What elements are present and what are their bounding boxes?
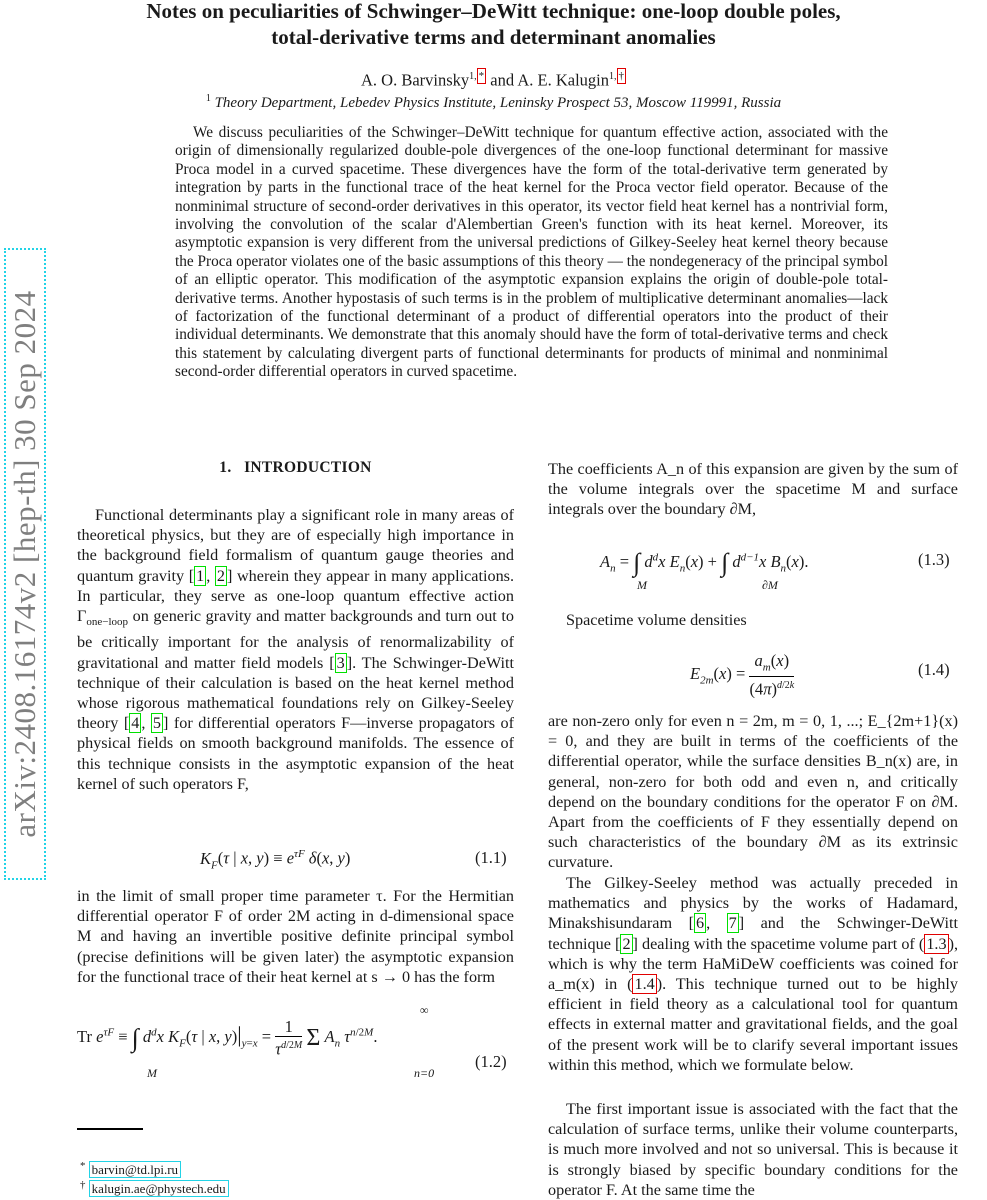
section-heading-introduction <box>77 459 514 477</box>
author-name: A. O. Barvinsky <box>361 70 470 90</box>
intro-paragraph-2: in the limit of small proper time parameter τ. For the Hermitian differential operator F of order 2M acting in d-dimensional space M and having an invertible positive definite principal symbol (precise definitions will be given later) the asymptotic expansion for the functional trace of their heat kernel at s → 0 has the form <box>77 887 514 986</box>
footnote-link-author2[interactable]: † <box>618 70 624 82</box>
sum-upper-limit: ∞ <box>420 1003 429 1017</box>
equation-1-4: $E_{2m}(x)$ = $\frac{a_m(x)}{(4\pi)^{d/2k}}$ <box>690 651 795 699</box>
affiliation-sup: 1 <box>205 93 211 104</box>
footnote-mark: * <box>80 1160 86 1172</box>
paper-title <box>0 0 987 50</box>
author-affil-sup: 1, <box>469 71 477 82</box>
citation-link[interactable]: 4 <box>131 714 140 733</box>
affiliation <box>0 93 987 112</box>
arxiv-stamp-text: arXiv:2408.16174v2 [hep-th] 30 Sep 2024 <box>7 290 42 838</box>
footnote-rule <box>77 1128 143 1130</box>
arxiv-stamp[interactable] <box>4 248 46 880</box>
footnote-link-author1[interactable]: * <box>478 70 485 82</box>
email-link[interactable]: kalugin.ae@phystech.edu <box>89 1180 229 1197</box>
text-span: ]. The Schwinger-DeWitt technique of their calculation is based on the heat kernel method whose rigorous mathematical foundations rely on Gilkey-Seeley theory [ <box>77 653 514 733</box>
author-name: A. E. Kalugin <box>517 70 609 90</box>
right-paragraph-5: The first important issue is associated with the fact that the calculation of surface terms, unlike their volume counterparts, is much more involved and not so universal. This is because it is strongly biased by specific boundary conditions for the operator F. At the same time the <box>548 1100 958 1199</box>
text-span: on generic gravity and matter backgrounds and turn out to be critically important for the analysis of renormalizability of gravitational and matter field models [ <box>77 607 514 672</box>
text-span: ). This technique turned out to be highly efficient in field theory as a calculational tool for quantum effects in external matter and gravitational fields, and the goal of the present work will be to clarify several important issues within this method, which we formulate below. <box>548 975 958 1074</box>
right-paragraph-3: are non-zero only for even n = 2m, m = 0, 1, ...; E_{2m+1}(x) = 0, and they are built in terms of the coefficients of the differential operator, while the surface densities B_n(x) are, in general, non-zero for both odd and even n, and critically depend on the boundary conditions for the operator F on ∂M. Apart from the coefficients of F they essentially depend on such characteristics of the boundary ∂M as its extrinsic curvature. <box>548 712 958 872</box>
section-title: INTRODUCTION <box>244 459 372 476</box>
text-span: Functional determinants play a significant role in many areas of theoretical physics, but they are of especially high importance in the background field formalism of quantum gauge theories and quantum gravity [ <box>77 506 514 585</box>
right-paragraph-1: The coefficients A_n of this expansion are given by the sum of the volume integrals over the spacetime M and surface integrals over the boundary ∂M, <box>548 460 958 519</box>
citation-link[interactable]: 2 <box>622 934 631 953</box>
equation-ref-link[interactable]: 1.3 <box>926 934 947 953</box>
citation-link[interactable]: 3 <box>336 653 345 672</box>
affiliation-text: Theory Department, Lebedev Physics Institute, Leninsky Prospect 53, Moscow 119991, Russia <box>214 95 782 111</box>
equation-number: (1.2) <box>475 1052 507 1071</box>
title-line-2: total-derivative terms and determinant anomalies <box>271 25 716 49</box>
equation-number: (1.1) <box>475 848 507 867</box>
citation-link[interactable]: 6 <box>695 914 705 933</box>
email-link[interactable]: barvin@td.lpi.ru <box>89 1161 181 1178</box>
equation-number: (1.4) <box>918 660 950 679</box>
text-span: The Gilkey-Seeley method was actually preceded in mathematics and physics by the works of Hadamard, Minakshisundaram [ <box>548 874 958 933</box>
citation-link[interactable]: 2 <box>216 566 225 585</box>
footnote-1 <box>80 1160 181 1178</box>
footnote-mark: † <box>80 1179 86 1191</box>
citation-link[interactable]: 1 <box>196 566 205 585</box>
equation-1-2: Tr $e^{\tau F}$ ≡ ∫ $d^dx$ $K_F(\tau$ | x, $y)|_{y=x}$ = $\frac{1}{\tau^{d/2M}}$ Σ $A_n$ $\tau^{n/2M}$. <box>77 1017 378 1059</box>
equation-1-3: $A_n$ = ∫ $d^dx$ $E_n(x)$ + ∫ $d^{d-1}x$ $B_n(x)$. <box>600 548 809 577</box>
text-span: ] and the Schwinger-DeWitt technique [ <box>548 914 958 953</box>
gamma-subscript: one−loop <box>86 616 129 629</box>
abstract: We discuss peculiarities of the Schwinger–DeWitt technique for quantum effective action, associated with the origin of dimensionally regularized double-pole divergences of the one-loop functional determinant for massive Proca model in a curved spacetime. These divergences have the form of the total-derivative term generated by integration by parts in the functional trace of the heat kernel for the Proca vector field operator. Because of the nonminimal structure of second-order derivatives in this operator, its vector field heat kernel has a nontrivial form, involving the convolution of the scalar d'Alembertian Green's function with its heat kernel. Moreover, its asymptotic expansion is very different from the universal predictions of Gilkey-Seeley heat kernel theory because the Proca operator violates one of the basic assumptions of this theory — the nondegeneracy of the principal symbol of an elliptic operator. This modification of the asymptotic expansion explains the origin of double-pole total-derivative terms. Another hypostasis of such terms is in the problem of multiplicative determinant anomalies—lack of factorization of the functional determinant of a product of differential operators into the product of their individual determinants. We demonstrate that this anomaly should have the form of total-derivative terms and check this statement by calculating divergent parts of functional determinants for products of minimal and nonminimal second-order differential operators in curved spacetime. <box>175 124 888 381</box>
equation-1-1: $K_F(\tau$ | x, $y) \equiv e^{\tau F}$ δ(x, y) <box>200 848 351 871</box>
integral-domain-label: ∂M <box>762 578 778 592</box>
section-number: 1. <box>219 459 232 476</box>
equation-ref-link[interactable]: 1.4 <box>634 975 655 994</box>
footnote-2 <box>80 1179 229 1197</box>
title-line-1: Notes on peculiarities of Schwinger–DeWitt technique: one-loop double poles, <box>146 0 841 23</box>
intro-paragraph-1: Functional determinants play a significant role in many areas of theoretical physics, but they are of especially high importance in the background field formalism of quantum gauge theories and quantum gravity [ 1 , 2 ] wherein they appear in many applications. In particular, they serve as one-loop quantum effective action $\Gamma_{one-loop}$ on generic gravity and matter backgrounds and turn out to be critically important for the analysis of renormalizability of gravitational and matter field models [ 3 ]. The Schwinger-DeWitt technique of their calculation is based on the heat kernel method whose rigorous mathematical foundations rely on Gilkey-Seeley theory [ 4 , 5 ] for differential operators F—inverse propagators of physical fields on smooth background manifolds. The essence of this technique consists in the asymptotic expansion of the heat kernel of such operators F, <box>77 506 515 793</box>
text-span: ] wherein they appear in many applications. In particular, they serve as one-loop quantum effective action Γ <box>77 566 515 626</box>
text-span: ), which is why the term HaMiDeW coefficients was coined for a_m(x) in ( <box>548 934 958 994</box>
sum-lower-limit: n=0 <box>414 1066 435 1080</box>
text-span: ] dealing with the spacetime volume part of ( <box>632 934 925 953</box>
integral-domain-label: M <box>637 578 647 592</box>
author-list <box>0 68 987 91</box>
author-conjunction: and <box>486 70 518 90</box>
right-paragraph-2: Spacetime volume densities <box>566 611 747 629</box>
integral-domain-label: M <box>147 1066 157 1080</box>
text-span: ] for differential operators F—inverse propagators of physical fields on smooth background manifolds. The essence of this technique consists in the asymptotic expansion of the heat kernel of such operators F, <box>77 714 515 793</box>
equation-number: (1.3) <box>918 550 950 569</box>
author-affil-sup: 1, <box>609 71 617 82</box>
right-paragraph-4: The Gilkey-Seeley method was actually preceded in mathematics and physics by the works of Hadamard, Minakshisundaram [ 6 , 7 ] and the Schwinger-DeWitt technique [ 2 ] dealing with the spacetime volume part of ( 1.3 ), which is why the term HaMiDeW coefficients was coined for a_m(x) in ( 1.4 ). This technique turned out to be highly efficient in field theory as a calculational tool for quantum effects in external matter and gravitational fields, and the goal of the present work will be to clarify several important issues within this method, which we formulate below. <box>548 874 958 1074</box>
citation-link[interactable]: 7 <box>728 914 737 933</box>
citation-link[interactable]: 5 <box>152 714 162 733</box>
